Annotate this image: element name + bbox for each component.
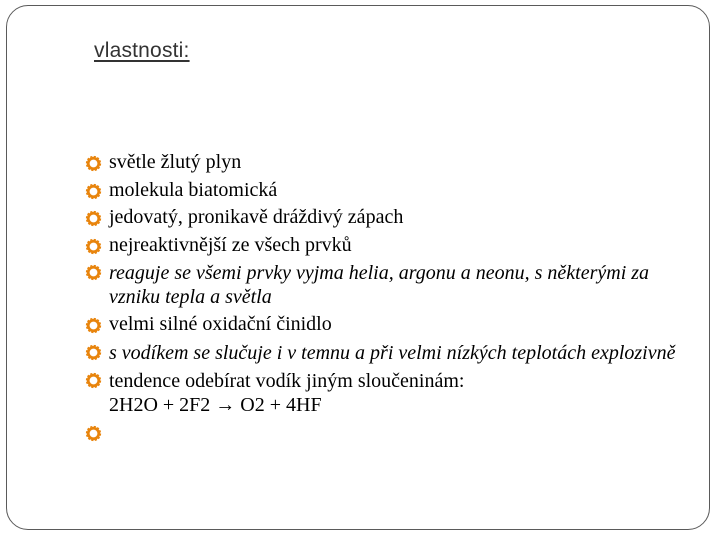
bullet-text: světle žlutý plyn <box>109 151 242 173</box>
bullet-icon <box>85 425 102 442</box>
bullet-list <box>85 149 705 446</box>
slide-frame <box>6 5 710 530</box>
bullet-icon <box>85 264 102 281</box>
bullet-item-1 <box>85 149 705 177</box>
bullet-text: velmi silné oxidační činidlo <box>109 313 332 335</box>
bullet-icon <box>85 372 102 389</box>
bullet-icon <box>85 344 102 361</box>
bullet-icon <box>85 210 102 227</box>
bullet-text: reaguje se všemi prvky vyjma helia, argonu a neonu, s některými za vzniku tepla a světla <box>109 262 650 308</box>
bullet-item-2 <box>85 177 705 205</box>
bullet-item-empty <box>85 419 705 446</box>
bullet-item-3 <box>85 204 705 232</box>
bullet-item-7 <box>85 339 705 367</box>
bullet-text: jedovatý, pronikavě dráždivý zápach <box>109 206 404 228</box>
bullet-icon <box>85 317 102 334</box>
bullet-icon <box>85 183 102 200</box>
bullet-text: nejreaktivnější ze všech prvků <box>109 233 352 256</box>
bullet-icon <box>85 155 102 172</box>
bullet-text: s vodíkem se slučuje i v temnu a při velmi nízkých teplotách explozivně <box>109 341 676 364</box>
bullet-item-4 <box>85 232 705 260</box>
bullet-item-8 <box>85 367 705 419</box>
bullet-text: tendence odebírat vodík jiným sloučeninám: <box>109 369 465 392</box>
slide-title: vlastnosti: <box>94 39 190 62</box>
bullet-icon <box>85 238 102 255</box>
bullet-text: molekula biatomická <box>109 178 278 201</box>
bullet-item-6 <box>85 311 705 339</box>
bullet-item-5 <box>85 259 705 311</box>
reaction-equation: 2H2O + 2F2 → O2 + 4HF <box>109 393 322 416</box>
